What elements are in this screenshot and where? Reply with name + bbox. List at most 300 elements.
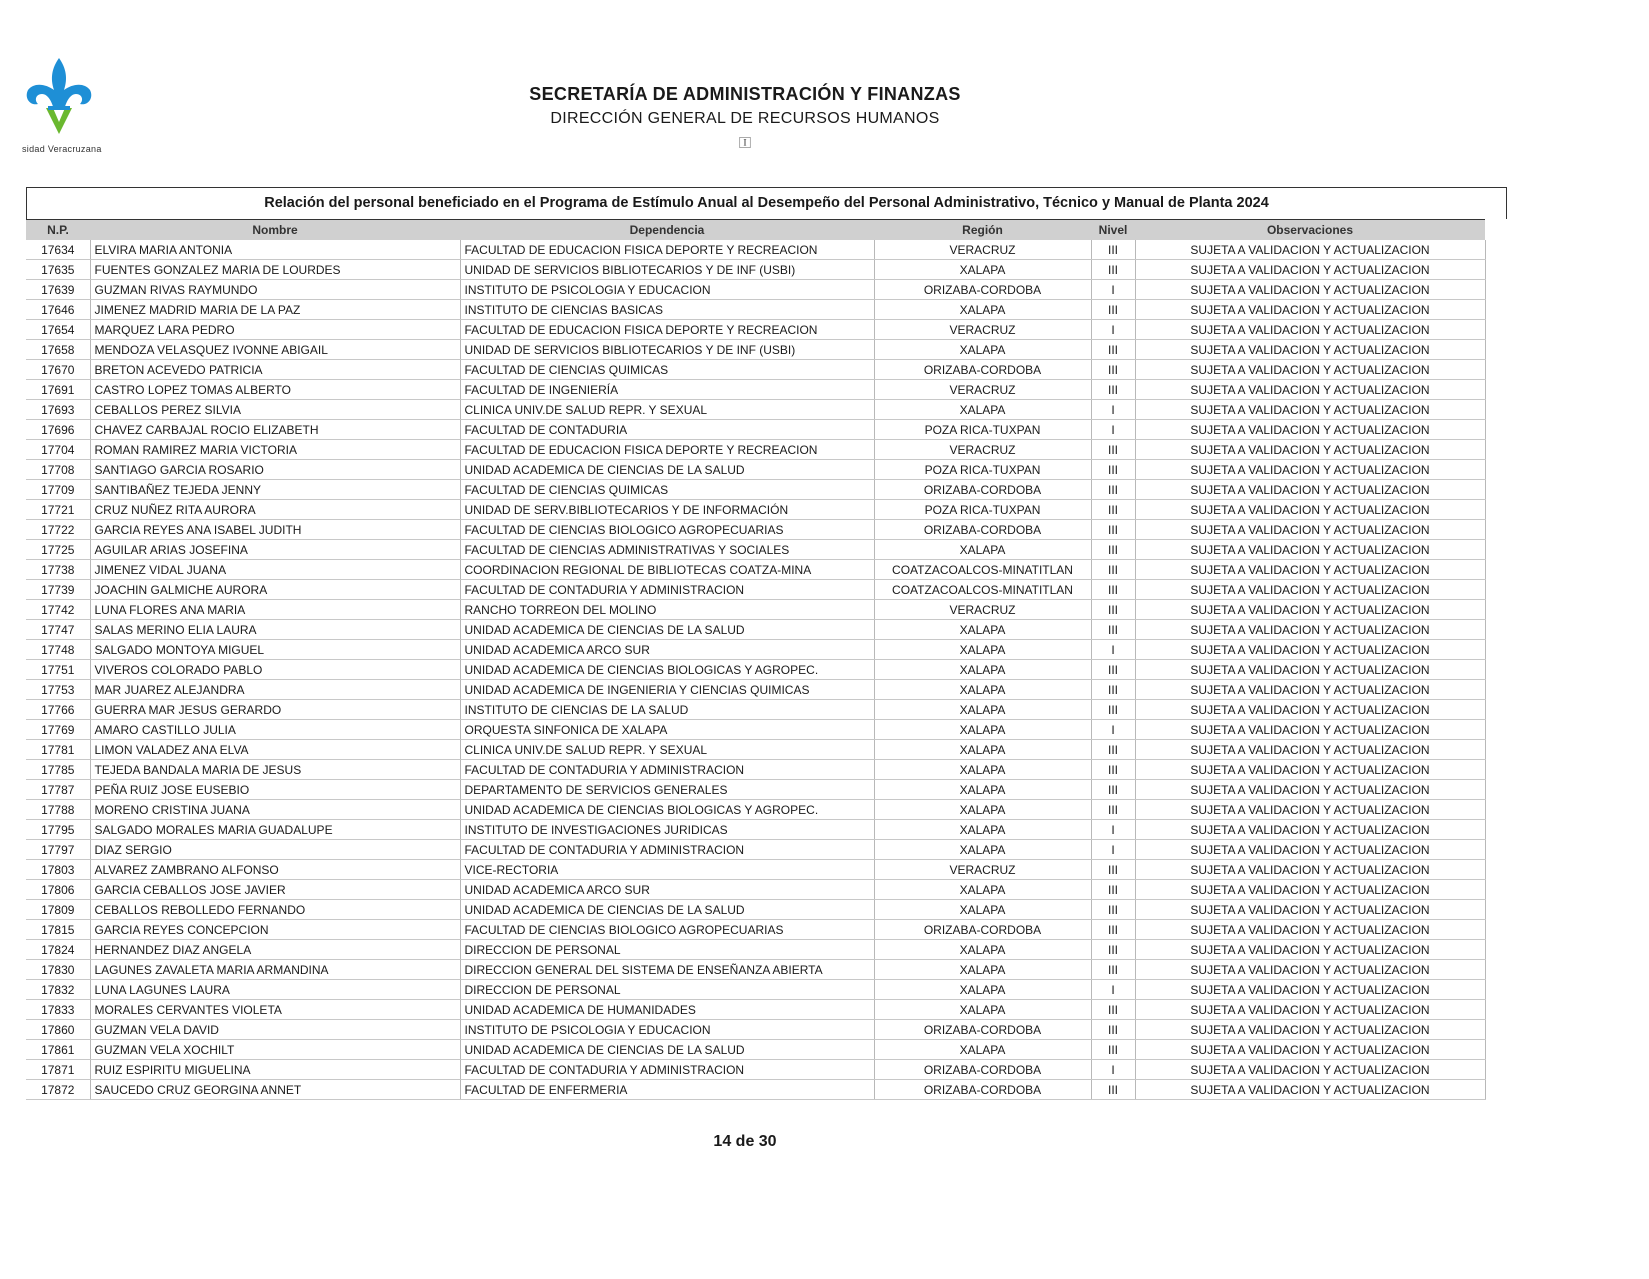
cell-dependencia: UNIDAD DE SERVICIOS BIBLIOTECARIOS Y DE INF (USBI) [460, 340, 874, 360]
cell-observaciones: SUJETA A VALIDACION Y ACTUALIZACION [1135, 860, 1485, 880]
cell-nivel: III [1091, 560, 1135, 580]
cell-nombre: AGUILAR ARIAS JOSEFINA [90, 540, 460, 560]
cell-np: 17634 [26, 240, 90, 260]
cell-nivel: III [1091, 900, 1135, 920]
cell-nombre: AMARO CASTILLO JULIA [90, 720, 460, 740]
cell-np: 17748 [26, 640, 90, 660]
cell-nivel: I [1091, 820, 1135, 840]
cell-np: 17797 [26, 840, 90, 860]
table-row [26, 600, 1485, 620]
cell-np: 17658 [26, 340, 90, 360]
cell-np: 17708 [26, 460, 90, 480]
cell-observaciones: SUJETA A VALIDACION Y ACTUALIZACION [1135, 500, 1485, 520]
cell-nombre: DIAZ SERGIO [90, 840, 460, 860]
cell-region: ORIZABA-CORDOBA [874, 520, 1091, 540]
cell-observaciones: SUJETA A VALIDACION Y ACTUALIZACION [1135, 260, 1485, 280]
cell-dependencia: DIRECCION DE PERSONAL [460, 940, 874, 960]
cell-observaciones: SUJETA A VALIDACION Y ACTUALIZACION [1135, 780, 1485, 800]
cell-nombre: GARCIA CEBALLOS JOSE JAVIER [90, 880, 460, 900]
cell-region: XALAPA [874, 340, 1091, 360]
cell-nivel: III [1091, 880, 1135, 900]
cell-dependencia: UNIDAD ACADEMICA DE CIENCIAS BIOLOGICAS Y AGROPEC. [460, 660, 874, 680]
cell-nombre: LUNA LAGUNES LAURA [90, 980, 460, 1000]
cell-observaciones: SUJETA A VALIDACION Y ACTUALIZACION [1135, 940, 1485, 960]
cell-region: COATZACOALCOS-MINATITLAN [874, 560, 1091, 580]
cell-region: XALAPA [874, 980, 1091, 1000]
cell-nombre: FUENTES GONZALEZ MARIA DE LOURDES [90, 260, 460, 280]
cell-nivel: III [1091, 740, 1135, 760]
cell-np: 17693 [26, 400, 90, 420]
cell-observaciones: SUJETA A VALIDACION Y ACTUALIZACION [1135, 340, 1485, 360]
cell-region: XALAPA [874, 700, 1091, 720]
cell-nombre: CEBALLOS PEREZ SILVIA [90, 400, 460, 420]
table-row [26, 720, 1485, 740]
cell-nombre: JIMENEZ MADRID MARIA DE LA PAZ [90, 300, 460, 320]
cell-region: POZA RICA-TUXPAN [874, 500, 1091, 520]
cell-observaciones: SUJETA A VALIDACION Y ACTUALIZACION [1135, 560, 1485, 580]
cell-nivel: III [1091, 1040, 1135, 1060]
cell-nivel: III [1091, 780, 1135, 800]
cell-dependencia: CLINICA UNIV.DE SALUD REPR. Y SEXUAL [460, 400, 874, 420]
table-row [26, 920, 1485, 940]
cell-np: 17803 [26, 860, 90, 880]
cell-nombre: BRETON ACEVEDO PATRICIA [90, 360, 460, 380]
page-title: SECRETARÍA DE ADMINISTRACIÓN Y FINANZAS [529, 84, 961, 104]
cell-nombre: MAR JUAREZ ALEJANDRA [90, 680, 460, 700]
cell-np: 17815 [26, 920, 90, 940]
cell-dependencia: ORQUESTA SINFONICA DE XALAPA [460, 720, 874, 740]
cell-region: VERACRUZ [874, 240, 1091, 260]
cell-observaciones: SUJETA A VALIDACION Y ACTUALIZACION [1135, 640, 1485, 660]
table-row [26, 360, 1485, 380]
placeholder-glyph-icon: 🄸 [738, 136, 751, 150]
cell-np: 17709 [26, 480, 90, 500]
page-subtitle: DIRECCIÓN GENERAL DE RECURSOS HUMANOS [550, 110, 940, 127]
table-row [26, 740, 1485, 760]
cell-np: 17781 [26, 740, 90, 760]
cell-observaciones: SUJETA A VALIDACION Y ACTUALIZACION [1135, 480, 1485, 500]
cell-np: 17787 [26, 780, 90, 800]
cell-np: 17830 [26, 960, 90, 980]
table-body [26, 240, 1485, 1100]
cell-observaciones: SUJETA A VALIDACION Y ACTUALIZACION [1135, 400, 1485, 420]
table-row [26, 660, 1485, 680]
cell-dependencia: DEPARTAMENTO DE SERVICIOS GENERALES [460, 780, 874, 800]
cell-dependencia: FACULTAD DE INGENIERÍA [460, 380, 874, 400]
cell-region: ORIZABA-CORDOBA [874, 480, 1091, 500]
table-row [26, 940, 1485, 960]
cell-nivel: III [1091, 1080, 1135, 1100]
cell-dependencia: FACULTAD DE CIENCIAS BIOLOGICO AGROPECUARIAS [460, 520, 874, 540]
cell-dependencia: FACULTAD DE CIENCIAS BIOLOGICO AGROPECUARIAS [460, 920, 874, 940]
cell-dependencia: UNIDAD DE SERVICIOS BIBLIOTECARIOS Y DE INF (USBI) [460, 260, 874, 280]
cell-nombre: VIVEROS COLORADO PABLO [90, 660, 460, 680]
cell-region: POZA RICA-TUXPAN [874, 460, 1091, 480]
cell-np: 17753 [26, 680, 90, 700]
cell-nivel: III [1091, 680, 1135, 700]
cell-np: 17742 [26, 600, 90, 620]
cell-np: 17766 [26, 700, 90, 720]
cell-nivel: III [1091, 920, 1135, 940]
cell-region: XALAPA [874, 680, 1091, 700]
cell-nivel: I [1091, 640, 1135, 660]
cell-nivel: III [1091, 260, 1135, 280]
table-row [26, 280, 1485, 300]
cell-nombre: ROMAN RAMIREZ MARIA VICTORIA [90, 440, 460, 460]
cell-np: 17833 [26, 1000, 90, 1020]
cell-observaciones: SUJETA A VALIDACION Y ACTUALIZACION [1135, 1040, 1485, 1060]
cell-observaciones: SUJETA A VALIDACION Y ACTUALIZACION [1135, 840, 1485, 860]
cell-observaciones: SUJETA A VALIDACION Y ACTUALIZACION [1135, 380, 1485, 400]
cell-observaciones: SUJETA A VALIDACION Y ACTUALIZACION [1135, 1060, 1485, 1080]
col-header-nivel: Nivel [1091, 220, 1135, 241]
cell-nombre: ALVAREZ ZAMBRANO ALFONSO [90, 860, 460, 880]
cell-nombre: GUZMAN VELA XOCHILT [90, 1040, 460, 1060]
cell-region: ORIZABA-CORDOBA [874, 280, 1091, 300]
cell-region: XALAPA [874, 940, 1091, 960]
cell-region: VERACRUZ [874, 440, 1091, 460]
cell-np: 17788 [26, 800, 90, 820]
cell-observaciones: SUJETA A VALIDACION Y ACTUALIZACION [1135, 460, 1485, 480]
cell-observaciones: SUJETA A VALIDACION Y ACTUALIZACION [1135, 360, 1485, 380]
table-row [26, 520, 1485, 540]
cell-nivel: III [1091, 460, 1135, 480]
cell-nivel: III [1091, 380, 1135, 400]
cell-dependencia: FACULTAD DE CIENCIAS ADMINISTRATIVAS Y SOCIALES [460, 540, 874, 560]
cell-observaciones: SUJETA A VALIDACION Y ACTUALIZACION [1135, 320, 1485, 340]
table-row [26, 500, 1485, 520]
cell-observaciones: SUJETA A VALIDACION Y ACTUALIZACION [1135, 880, 1485, 900]
cell-nombre: CHAVEZ CARBAJAL ROCIO ELIZABETH [90, 420, 460, 440]
cell-dependencia: RANCHO TORREON DEL MOLINO [460, 600, 874, 620]
cell-nivel: III [1091, 480, 1135, 500]
cell-dependencia: FACULTAD DE EDUCACION FISICA DEPORTE Y RECREACION [460, 240, 874, 260]
cell-observaciones: SUJETA A VALIDACION Y ACTUALIZACION [1135, 760, 1485, 780]
table-row [26, 800, 1485, 820]
cell-nivel: III [1091, 300, 1135, 320]
cell-dependencia: UNIDAD ACADEMICA ARCO SUR [460, 640, 874, 660]
cell-nivel: III [1091, 500, 1135, 520]
cell-nombre: HERNANDEZ DIAZ ANGELA [90, 940, 460, 960]
cell-nivel: III [1091, 760, 1135, 780]
col-header-nombre: Nombre [90, 220, 460, 241]
cell-np: 17670 [26, 360, 90, 380]
table-row [26, 620, 1485, 640]
table-row [26, 960, 1485, 980]
cell-nivel: I [1091, 720, 1135, 740]
cell-dependencia: DIRECCION GENERAL DEL SISTEMA DE ENSEÑANZA ABIERTA [460, 960, 874, 980]
table-row [26, 320, 1485, 340]
cell-dependencia: DIRECCION DE PERSONAL [460, 980, 874, 1000]
col-header-dependencia: Dependencia [460, 220, 874, 241]
cell-dependencia: VICE-RECTORIA [460, 860, 874, 880]
cell-nivel: III [1091, 620, 1135, 640]
cell-observaciones: SUJETA A VALIDACION Y ACTUALIZACION [1135, 520, 1485, 540]
cell-nombre: MORALES CERVANTES VIOLETA [90, 1000, 460, 1020]
cell-nombre: GARCIA REYES ANA ISABEL JUDITH [90, 520, 460, 540]
cell-nombre: LIMON VALADEZ ANA ELVA [90, 740, 460, 760]
cell-observaciones: SUJETA A VALIDACION Y ACTUALIZACION [1135, 820, 1485, 840]
cell-observaciones: SUJETA A VALIDACION Y ACTUALIZACION [1135, 540, 1485, 560]
cell-dependencia: INSTITUTO DE INVESTIGACIONES JURIDICAS [460, 820, 874, 840]
cell-nombre: SANTIBAÑEZ TEJEDA JENNY [90, 480, 460, 500]
cell-np: 17691 [26, 380, 90, 400]
cell-nivel: I [1091, 1060, 1135, 1080]
cell-nombre: GUERRA MAR JESUS GERARDO [90, 700, 460, 720]
cell-region: VERACRUZ [874, 320, 1091, 340]
cell-region: XALAPA [874, 620, 1091, 640]
cell-observaciones: SUJETA A VALIDACION Y ACTUALIZACION [1135, 440, 1485, 460]
col-header-observaciones: Observaciones [1135, 220, 1485, 241]
cell-region: XALAPA [874, 900, 1091, 920]
table-row [26, 980, 1485, 1000]
cell-region: XALAPA [874, 260, 1091, 280]
col-header-np: N.P. [26, 220, 90, 241]
cell-np: 17654 [26, 320, 90, 340]
table-row [26, 900, 1485, 920]
cell-np: 17722 [26, 520, 90, 540]
cell-observaciones: SUJETA A VALIDACION Y ACTUALIZACION [1135, 920, 1485, 940]
cell-dependencia: FACULTAD DE EDUCACION FISICA DEPORTE Y RECREACION [460, 440, 874, 460]
cell-np: 17747 [26, 620, 90, 640]
cell-nivel: III [1091, 700, 1135, 720]
cell-dependencia: FACULTAD DE CONTADURIA Y ADMINISTRACION [460, 840, 874, 860]
cell-dependencia: UNIDAD ACADEMICA ARCO SUR [460, 880, 874, 900]
cell-dependencia: UNIDAD ACADEMICA DE CIENCIAS DE LA SALUD [460, 900, 874, 920]
cell-observaciones: SUJETA A VALIDACION Y ACTUALIZACION [1135, 960, 1485, 980]
cell-nivel: I [1091, 420, 1135, 440]
cell-nivel: I [1091, 980, 1135, 1000]
cell-nombre: CASTRO LOPEZ TOMAS ALBERTO [90, 380, 460, 400]
col-header-region: Región [874, 220, 1091, 241]
cell-nombre: SALAS MERINO ELIA LAURA [90, 620, 460, 640]
cell-np: 17738 [26, 560, 90, 580]
cell-region: XALAPA [874, 640, 1091, 660]
table-row [26, 240, 1485, 260]
cell-observaciones: SUJETA A VALIDACION Y ACTUALIZACION [1135, 1080, 1485, 1100]
cell-observaciones: SUJETA A VALIDACION Y ACTUALIZACION [1135, 980, 1485, 1000]
cell-nivel: III [1091, 940, 1135, 960]
cell-observaciones: SUJETA A VALIDACION Y ACTUALIZACION [1135, 740, 1485, 760]
cell-region: XALAPA [874, 780, 1091, 800]
cell-region: XALAPA [874, 840, 1091, 860]
table-row [26, 480, 1485, 500]
table-row [26, 420, 1485, 440]
table-row [26, 580, 1485, 600]
table-header-row [26, 220, 1485, 241]
cell-nombre: CRUZ NUÑEZ RITA AURORA [90, 500, 460, 520]
table-row [26, 780, 1485, 800]
cell-np: 17769 [26, 720, 90, 740]
table-row [26, 860, 1485, 880]
cell-nivel: I [1091, 280, 1135, 300]
cell-dependencia: UNIDAD ACADEMICA DE CIENCIAS DE LA SALUD [460, 620, 874, 640]
cell-np: 17795 [26, 820, 90, 840]
table-row [26, 680, 1485, 700]
cell-region: ORIZABA-CORDOBA [874, 1060, 1091, 1080]
table-row [26, 400, 1485, 420]
table-row [26, 1000, 1485, 1020]
cell-region: COATZACOALCOS-MINATITLAN [874, 580, 1091, 600]
cell-np: 17809 [26, 900, 90, 920]
cell-nivel: III [1091, 600, 1135, 620]
cell-nombre: SANTIAGO GARCIA ROSARIO [90, 460, 460, 480]
table-row [26, 300, 1485, 320]
cell-np: 17785 [26, 760, 90, 780]
cell-observaciones: SUJETA A VALIDACION Y ACTUALIZACION [1135, 280, 1485, 300]
cell-observaciones: SUJETA A VALIDACION Y ACTUALIZACION [1135, 300, 1485, 320]
cell-nivel: I [1091, 840, 1135, 860]
cell-observaciones: SUJETA A VALIDACION Y ACTUALIZACION [1135, 700, 1485, 720]
cell-nivel: III [1091, 1000, 1135, 1020]
table-row [26, 820, 1485, 840]
cell-dependencia: FACULTAD DE EDUCACION FISICA DEPORTE Y RECREACION [460, 320, 874, 340]
cell-observaciones: SUJETA A VALIDACION Y ACTUALIZACION [1135, 800, 1485, 820]
cell-dependencia: FACULTAD DE CONTADURIA [460, 420, 874, 440]
table-row [26, 1060, 1485, 1080]
table-row [26, 700, 1485, 720]
cell-nombre: SALGADO MONTOYA MIGUEL [90, 640, 460, 660]
cell-dependencia: FACULTAD DE CONTADURIA Y ADMINISTRACION [460, 760, 874, 780]
beneficiaries-table-wrapper [26, 187, 1507, 1100]
table-row [26, 380, 1485, 400]
cell-dependencia: FACULTAD DE CIENCIAS QUIMICAS [460, 480, 874, 500]
cell-nivel: III [1091, 960, 1135, 980]
cell-region: POZA RICA-TUXPAN [874, 420, 1091, 440]
cell-dependencia: UNIDAD DE SERV.BIBLIOTECARIOS Y DE INFORMACIÓN [460, 500, 874, 520]
cell-region: XALAPA [874, 540, 1091, 560]
cell-np: 17832 [26, 980, 90, 1000]
cell-dependencia: FACULTAD DE CONTADURIA Y ADMINISTRACION [460, 1060, 874, 1080]
cell-np: 17872 [26, 1080, 90, 1100]
cell-np: 17860 [26, 1020, 90, 1040]
cell-region: XALAPA [874, 1040, 1091, 1060]
cell-nombre: JOACHIN GALMICHE AURORA [90, 580, 460, 600]
cell-nivel: III [1091, 240, 1135, 260]
table-row [26, 460, 1485, 480]
cell-nombre: TEJEDA BANDALA MARIA DE JESUS [90, 760, 460, 780]
cell-observaciones: SUJETA A VALIDACION Y ACTUALIZACION [1135, 660, 1485, 680]
cell-observaciones: SUJETA A VALIDACION Y ACTUALIZACION [1135, 600, 1485, 620]
cell-region: XALAPA [874, 720, 1091, 740]
cell-np: 17646 [26, 300, 90, 320]
cell-region: VERACRUZ [874, 860, 1091, 880]
cell-region: XALAPA [874, 740, 1091, 760]
table-row [26, 340, 1485, 360]
table-row [26, 840, 1485, 860]
cell-nivel: III [1091, 580, 1135, 600]
cell-region: XALAPA [874, 300, 1091, 320]
cell-region: XALAPA [874, 400, 1091, 420]
cell-region: XALAPA [874, 1000, 1091, 1020]
cell-dependencia: FACULTAD DE CIENCIAS QUIMICAS [460, 360, 874, 380]
cell-np: 17739 [26, 580, 90, 600]
cell-nombre: MENDOZA VELASQUEZ IVONNE ABIGAIL [90, 340, 460, 360]
logo-text: sidad Veracruzana [22, 144, 102, 154]
cell-nombre: LUNA FLORES ANA MARIA [90, 600, 460, 620]
cell-nombre: SAUCEDO CRUZ GEORGINA ANNET [90, 1080, 460, 1100]
cell-dependencia: CLINICA UNIV.DE SALUD REPR. Y SEXUAL [460, 740, 874, 760]
cell-dependencia: INSTITUTO DE CIENCIAS DE LA SALUD [460, 700, 874, 720]
cell-nombre: LAGUNES ZAVALETA MARIA ARMANDINA [90, 960, 460, 980]
cell-dependencia: UNIDAD ACADEMICA DE HUMANIDADES [460, 1000, 874, 1020]
cell-nivel: III [1091, 340, 1135, 360]
cell-region: VERACRUZ [874, 600, 1091, 620]
cell-nombre: MARQUEZ LARA PEDRO [90, 320, 460, 340]
table-row [26, 560, 1485, 580]
cell-np: 17696 [26, 420, 90, 440]
cell-np: 17824 [26, 940, 90, 960]
cell-nivel: III [1091, 520, 1135, 540]
cell-dependencia: FACULTAD DE ENFERMERIA [460, 1080, 874, 1100]
cell-observaciones: SUJETA A VALIDACION Y ACTUALIZACION [1135, 1000, 1485, 1020]
cell-nivel: I [1091, 320, 1135, 340]
table-row [26, 1040, 1485, 1060]
table-row [26, 1020, 1485, 1040]
cell-nombre: GUZMAN VELA DAVID [90, 1020, 460, 1040]
cell-np: 17751 [26, 660, 90, 680]
cell-nivel: III [1091, 440, 1135, 460]
cell-nivel: III [1091, 1020, 1135, 1040]
cell-region: XALAPA [874, 800, 1091, 820]
cell-nombre: RUIZ ESPIRITU MIGUELINA [90, 1060, 460, 1080]
cell-region: XALAPA [874, 820, 1091, 840]
cell-observaciones: SUJETA A VALIDACION Y ACTUALIZACION [1135, 580, 1485, 600]
cell-dependencia: UNIDAD ACADEMICA DE CIENCIAS BIOLOGICAS Y AGROPEC. [460, 800, 874, 820]
cell-np: 17721 [26, 500, 90, 520]
table-title: Relación del personal beneficiado en el Programa de Estímulo Anual al Desempeño del Personal Administrativo, Técnico y Manual de Planta 2024 [26, 187, 1507, 219]
table-row [26, 640, 1485, 660]
cell-dependencia: FACULTAD DE CONTADURIA Y ADMINISTRACION [460, 580, 874, 600]
page-number: 14 de 30 [713, 1133, 777, 1150]
cell-region: XALAPA [874, 960, 1091, 980]
cell-nivel: III [1091, 660, 1135, 680]
cell-nombre: JIMENEZ VIDAL JUANA [90, 560, 460, 580]
cell-region: VERACRUZ [874, 380, 1091, 400]
cell-region: ORIZABA-CORDOBA [874, 920, 1091, 940]
cell-nivel: III [1091, 360, 1135, 380]
cell-observaciones: SUJETA A VALIDACION Y ACTUALIZACION [1135, 680, 1485, 700]
cell-np: 17861 [26, 1040, 90, 1060]
cell-dependencia: INSTITUTO DE PSICOLOGIA Y EDUCACION [460, 280, 874, 300]
table-row [26, 540, 1485, 560]
cell-dependencia: UNIDAD ACADEMICA DE INGENIERIA Y CIENCIAS QUIMICAS [460, 680, 874, 700]
cell-np: 17725 [26, 540, 90, 560]
cell-nivel: III [1091, 860, 1135, 880]
cell-region: ORIZABA-CORDOBA [874, 1080, 1091, 1100]
cell-np: 17639 [26, 280, 90, 300]
table-row [26, 440, 1485, 460]
table-row [26, 260, 1485, 280]
cell-np: 17806 [26, 880, 90, 900]
cell-dependencia: INSTITUTO DE PSICOLOGIA Y EDUCACION [460, 1020, 874, 1040]
cell-dependencia: INSTITUTO DE CIENCIAS BASICAS [460, 300, 874, 320]
cell-nombre: ELVIRA MARIA ANTONIA [90, 240, 460, 260]
cell-nombre: MORENO CRISTINA JUANA [90, 800, 460, 820]
cell-observaciones: SUJETA A VALIDACION Y ACTUALIZACION [1135, 900, 1485, 920]
cell-dependencia: COORDINACION REGIONAL DE BIBLIOTECAS COATZA-MINA [460, 560, 874, 580]
cell-region: XALAPA [874, 660, 1091, 680]
cell-nombre: PEÑA RUIZ JOSE EUSEBIO [90, 780, 460, 800]
cell-region: XALAPA [874, 760, 1091, 780]
cell-observaciones: SUJETA A VALIDACION Y ACTUALIZACION [1135, 420, 1485, 440]
cell-region: XALAPA [874, 880, 1091, 900]
cell-nombre: CEBALLOS REBOLLEDO FERNANDO [90, 900, 460, 920]
cell-np: 17635 [26, 260, 90, 280]
cell-observaciones: SUJETA A VALIDACION Y ACTUALIZACION [1135, 720, 1485, 740]
cell-nivel: I [1091, 400, 1135, 420]
cell-region: ORIZABA-CORDOBA [874, 360, 1091, 380]
